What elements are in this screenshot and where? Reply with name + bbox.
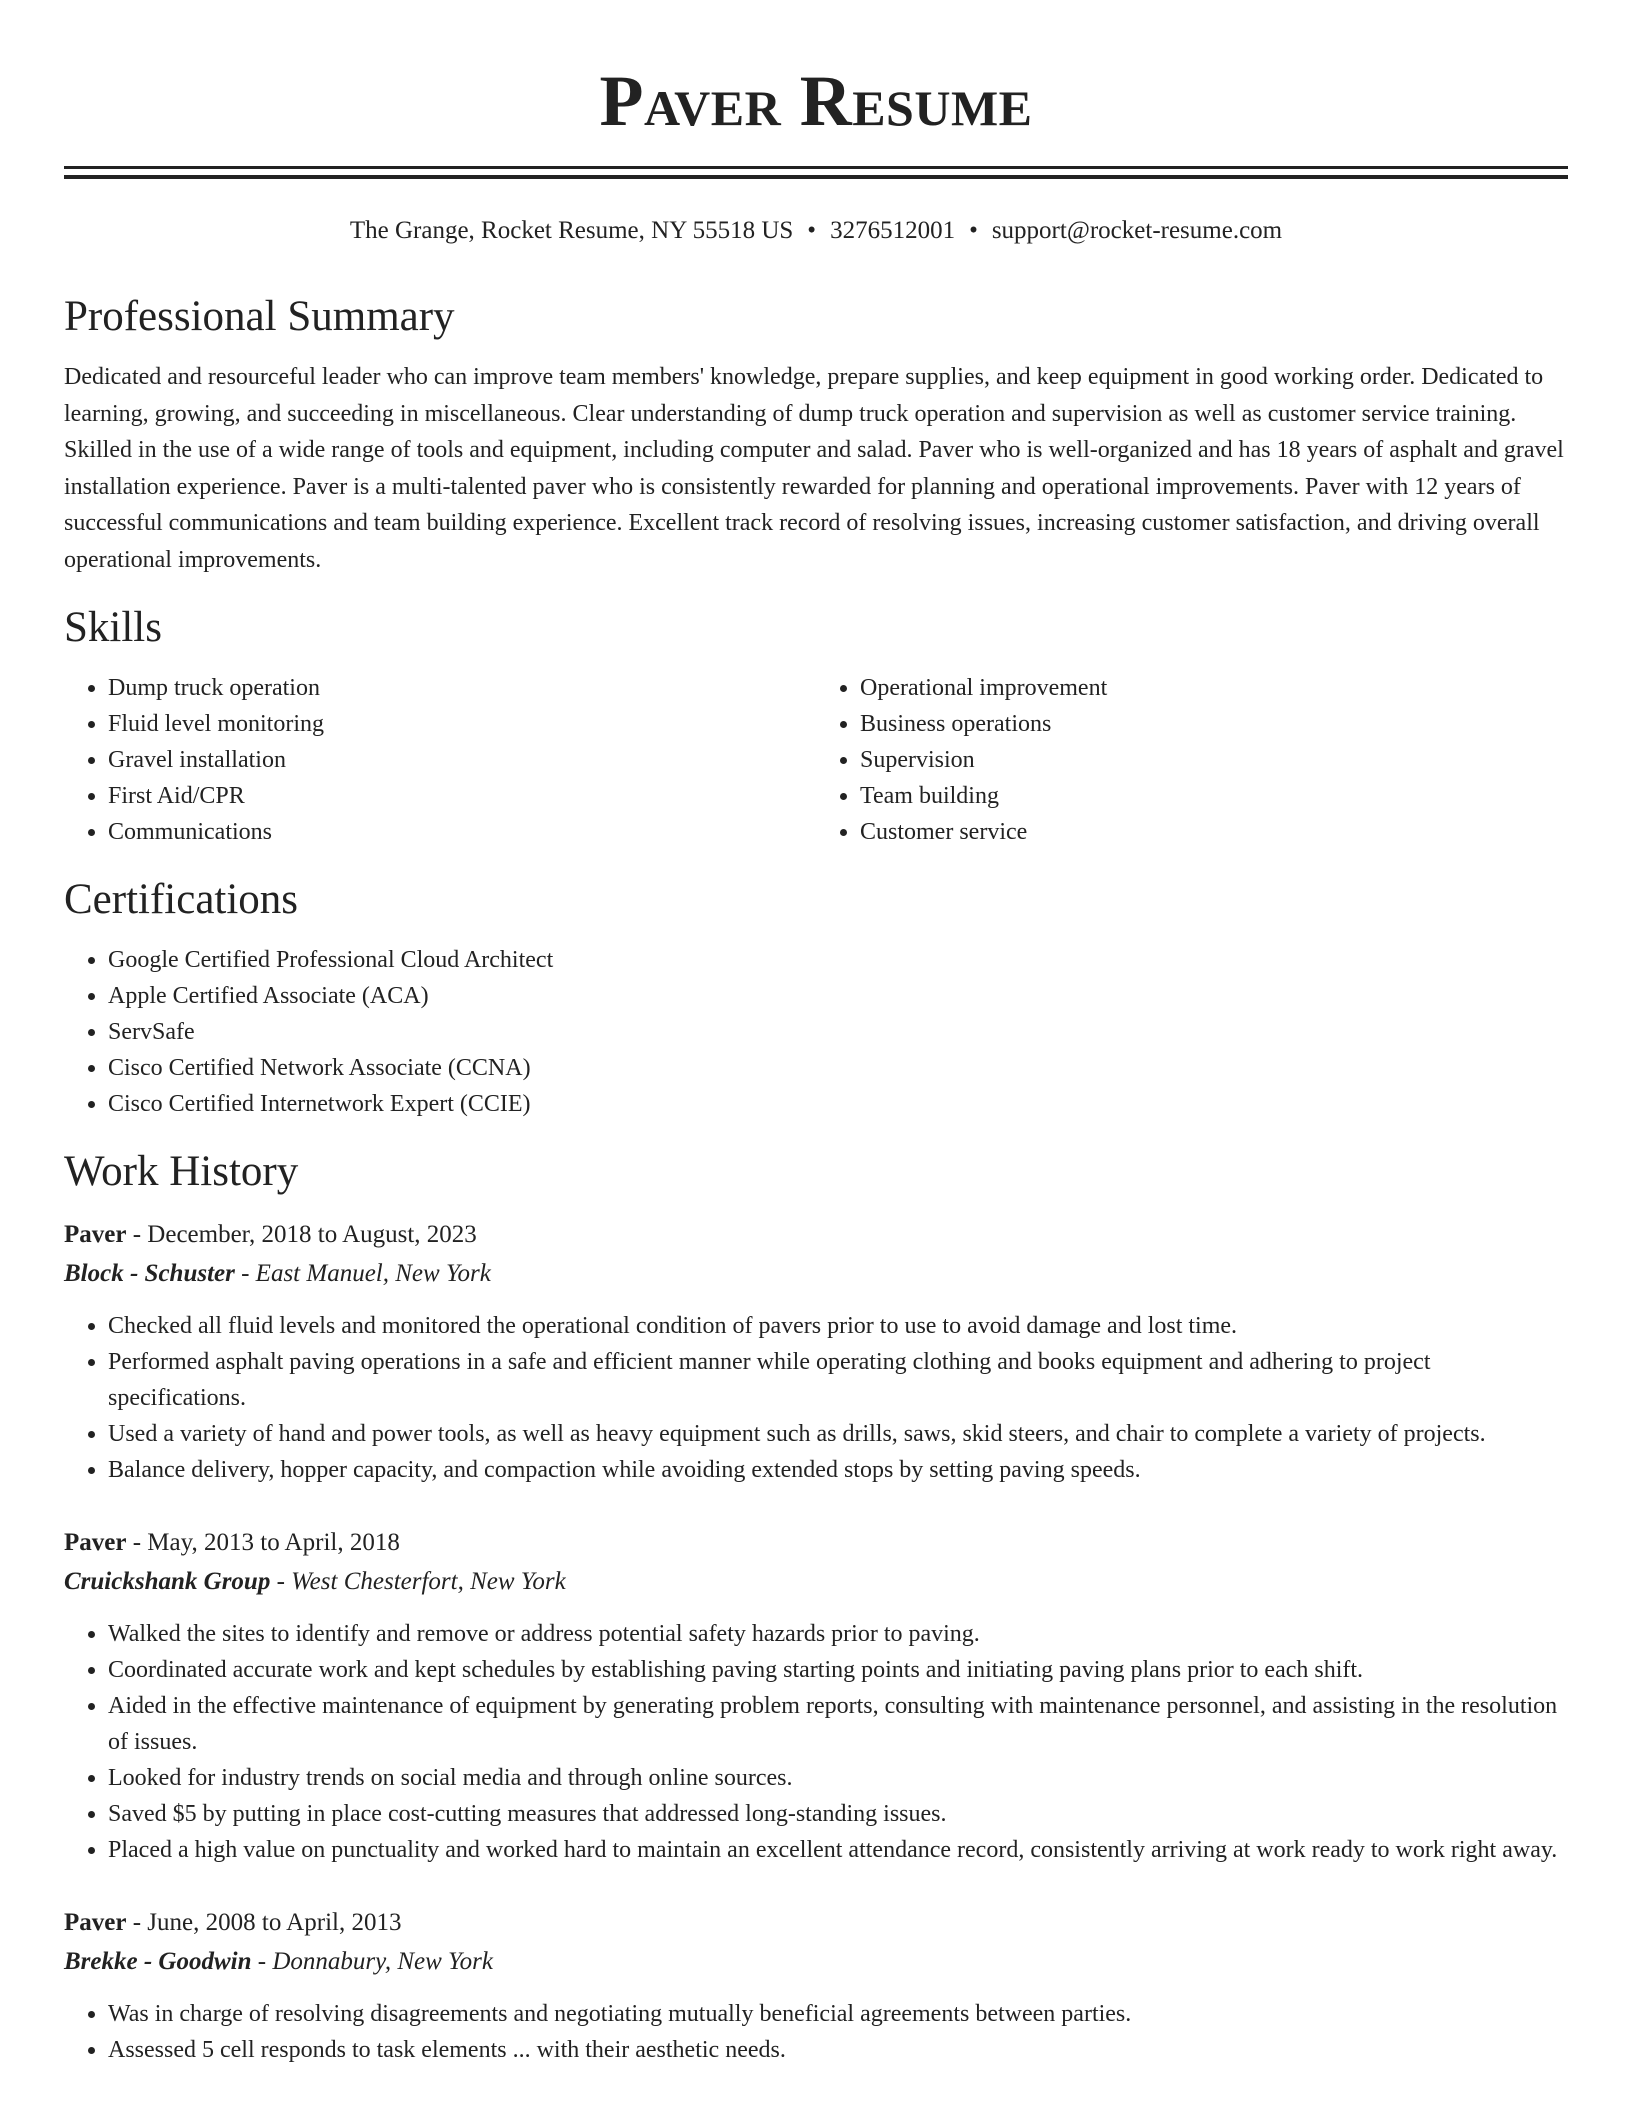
- contact-address: The Grange, Rocket Resume, NY 55518 US: [349, 217, 794, 244]
- job-bullet: • Performed asphalt paving operations in a safe and efficient manner while operating clothing and books equipment and adhering to project specifications.: [108, 1344, 1568, 1416]
- certification-item: • Google Certified Professional Cloud Architect: [108, 942, 1568, 978]
- skill-item: • Business operations: [860, 706, 1568, 742]
- title-divider-bottom: [64, 175, 1568, 179]
- job-bullet: • Checked all fluid levels and monitored the operational condition of pavers prior to use to avoid damage and lost time.: [108, 1308, 1568, 1344]
- contact-separator: •: [807, 217, 817, 244]
- job-bullet: • Was in charge of resolving disagreements and negotiating mutually beneficial agreements between parties.: [108, 1996, 1568, 2032]
- contact-phone: 3276512001: [830, 217, 956, 244]
- summary-text: Dedicated and resourceful leader who can improve team members' knowledge, prepare supplies, and keep equipment in good working order. Dedicated to learning, growing, and succeeding in miscellaneous. Clear understanding of dump truck operation and supervision as well as customer service training. Skilled in the use of a wide range of tools and equipment, including computer and salad. Paver who is well-organized and has 18 years of asphalt and gravel installation experience. Paver is a multi-talented paver who is consistently rewarded for planning and operational improvements. Paver with 12 years of successful communications and team building experience. Excellent track record of resolving issues, increasing customer satisfaction, and driving overall operational improvements.: [64, 364, 1564, 573]
- job-title-line: [64, 1524, 1568, 1562]
- contact-email: support@rocket-resume.com: [991, 217, 1283, 244]
- certification-item: • ServSafe: [108, 1014, 1568, 1050]
- job-title-line: [64, 1216, 1568, 1254]
- certification-item: • Cisco Certified Internetwork Expert (CCIE): [108, 1086, 1568, 1122]
- job-company-line: [64, 1254, 1568, 1294]
- job-title-line: [64, 1904, 1568, 1942]
- skill-item: • Dump truck operation: [108, 670, 816, 706]
- skill-item: • Customer service: [860, 814, 1568, 850]
- job-entry: [64, 1524, 1568, 1868]
- job-bullets: [64, 1616, 1568, 1868]
- job-dates: - June, 2008 to April, 2013: [126, 1909, 402, 1936]
- job-dates: - May, 2013 to April, 2018: [126, 1529, 400, 1556]
- resume-title: Paver Resume: [599, 61, 1033, 141]
- job-location: - Donnabury, New York: [251, 1948, 493, 1975]
- job-company-line: [64, 1562, 1568, 1602]
- skill-item: • Gravel installation: [108, 742, 816, 778]
- job-title: Paver: [64, 1529, 127, 1556]
- skills-right-column: [816, 670, 1568, 850]
- certifications-list: [64, 942, 1568, 1122]
- certification-item: • Apple Certified Associate (ACA): [108, 978, 1568, 1014]
- skills-list: [64, 670, 1568, 850]
- summary-heading: Professional Summary: [64, 293, 455, 340]
- job-company: Brekke - Goodwin: [64, 1948, 252, 1975]
- job-company: Block - Schuster: [64, 1260, 235, 1287]
- job-bullets: [64, 1996, 1568, 2068]
- skill-item: • Supervision: [860, 742, 1568, 778]
- certifications-heading: Certifications: [64, 876, 299, 923]
- job-bullet: • Assessed 5 cell responds to task elements ... with their aesthetic needs.: [108, 2032, 1568, 2068]
- title-divider-top: [64, 166, 1568, 169]
- contact-line: [64, 215, 1568, 247]
- skill-item: • Team building: [860, 778, 1568, 814]
- skills-left-column: [64, 670, 816, 850]
- skill-item: • Operational improvement: [860, 670, 1568, 706]
- job-location: - East Manuel, New York: [234, 1260, 491, 1287]
- job-bullet: • Walked the sites to identify and remove or address potential safety hazards prior to paving.: [108, 1616, 1568, 1652]
- job-entry: [64, 1216, 1568, 1488]
- job-company: Cruickshank Group: [64, 1568, 271, 1595]
- job-bullet: • Coordinated accurate work and kept schedules by establishing paving starting points and initiating paving plans prior to each shift.: [108, 1652, 1568, 1688]
- job-title: Paver: [64, 1221, 127, 1248]
- job-entry: [64, 1904, 1568, 2068]
- work-history-heading: Work History: [64, 1148, 299, 1195]
- skills-heading: Skills: [64, 604, 162, 651]
- job-bullet: • Balance delivery, hopper capacity, and compaction while avoiding extended stops by setting paving speeds.: [108, 1452, 1568, 1488]
- skill-item: • Fluid level monitoring: [108, 706, 816, 742]
- job-bullet: • Looked for industry trends on social media and through online sources.: [108, 1760, 1568, 1796]
- skill-item: • Communications: [108, 814, 816, 850]
- certification-item: • Cisco Certified Network Associate (CCNA): [108, 1050, 1568, 1086]
- job-dates: - December, 2018 to August, 2023: [126, 1221, 477, 1248]
- job-title: Paver: [64, 1909, 127, 1936]
- job-bullet: • Used a variety of hand and power tools, as well as heavy equipment such as drills, saws, skid steers, and chair to complete a variety of projects.: [108, 1416, 1568, 1452]
- job-bullet: • Saved $5 by putting in place cost-cutting measures that addressed long-standing issues.: [108, 1796, 1568, 1832]
- skill-item: • First Aid/CPR: [108, 778, 816, 814]
- job-bullet: • Aided in the effective maintenance of equipment by generating problem reports, consulting with maintenance personnel, and assisting in the resolution of issues.: [108, 1688, 1568, 1760]
- job-company-line: [64, 1942, 1568, 1982]
- job-location: - West Chesterfort, New York: [270, 1568, 566, 1595]
- job-bullet: • Placed a high value on punctuality and worked hard to maintain an excellent attendance record, consistently arriving at work ready to work right away.: [108, 1832, 1568, 1868]
- contact-separator: •: [969, 217, 978, 244]
- job-bullets: [64, 1308, 1568, 1488]
